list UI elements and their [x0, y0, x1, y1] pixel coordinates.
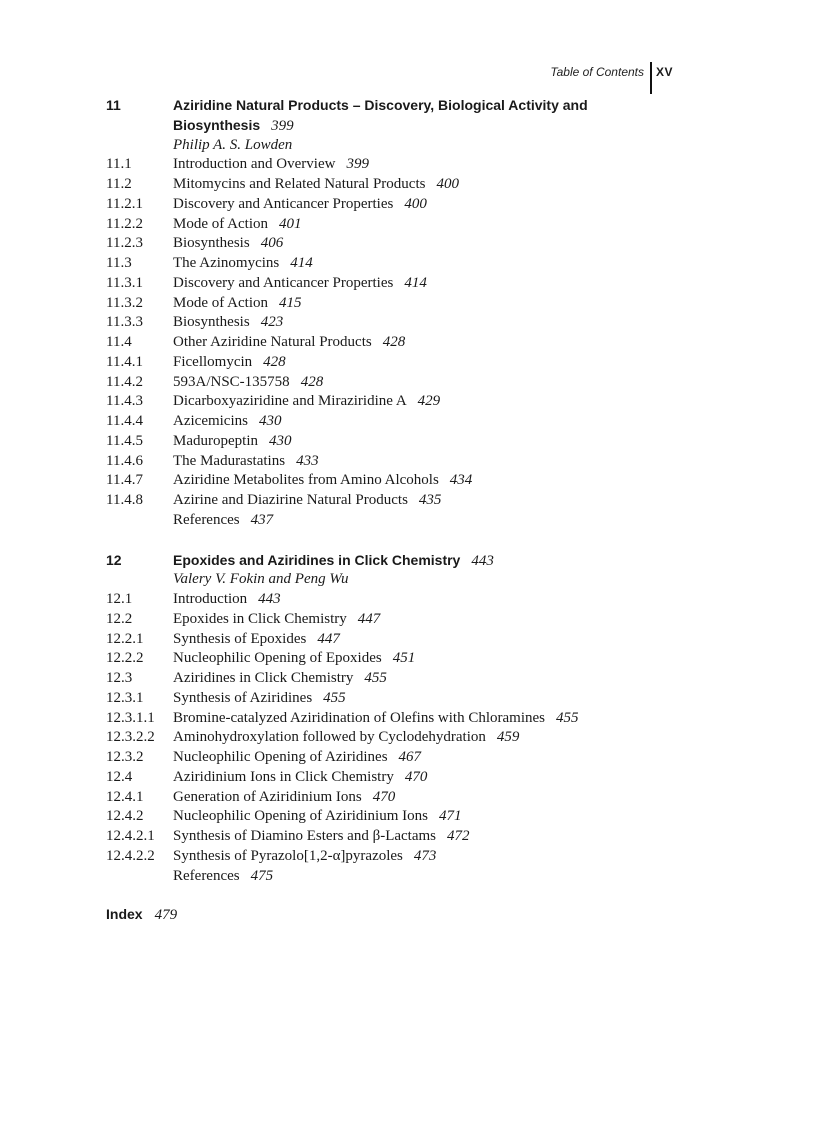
section-title: Aminohydroxylation followed by Cyclodehydration [173, 729, 486, 746]
section-page: 459 [496, 729, 520, 746]
section-title: Maduropeptin [173, 432, 258, 449]
section-number: 11.2.1 [106, 195, 143, 212]
chapter-number: 12 [106, 551, 122, 568]
section-title: Mitomycins and Related Natural Products [173, 176, 426, 192]
section-page: 475 [250, 867, 274, 884]
section-page: 401 [279, 215, 302, 232]
running-head-rule [650, 62, 652, 94]
chapter-author: Philip A. S. Lowden [173, 136, 293, 153]
section-title: Synthesis of Pyrazolo[1,2-α]pyrazoles [173, 847, 403, 864]
section-title: Dicarboxyaziridine and Miraziridine A [173, 393, 407, 410]
toc-entry[interactable] [106, 728, 756, 748]
section-number: 11.3.3 [106, 314, 143, 331]
section-number: 12.1 [106, 591, 133, 607]
toc-entry[interactable] [106, 788, 756, 808]
toc-entry[interactable] [106, 254, 756, 274]
section-page: 435 [418, 492, 442, 508]
section-page: 429 [417, 393, 441, 410]
section-page: 443 [258, 591, 281, 607]
section-page: 455 [364, 670, 387, 686]
toc-entry[interactable] [106, 471, 756, 491]
section-title: Biosynthesis [173, 235, 250, 252]
toc-entry[interactable] [106, 412, 756, 432]
section-page: 470 [372, 788, 396, 805]
section-number: 11.3.2 [106, 294, 143, 311]
section-page: 406 [260, 235, 284, 252]
chapter-11-author [106, 136, 756, 156]
section-title: Synthesis of Aziridines [173, 689, 313, 706]
section-title: Discovery and Anticancer Properties [173, 195, 394, 212]
section-title: Azicemicins [173, 413, 248, 429]
section-page: 470 [404, 768, 428, 785]
toc-entry[interactable] [106, 373, 756, 393]
section-title: Nucleophilic Opening of Aziridines [173, 749, 388, 765]
chapter-author: Valery V. Fokin and Peng Wu [173, 571, 349, 588]
chapter-12-heading[interactable] [106, 551, 756, 571]
section-number: 11.4 [106, 334, 132, 350]
toc-entry[interactable] [106, 748, 756, 768]
section-page: 433 [296, 452, 319, 469]
section-title: Bromine-catalyzed Aziridination of Olefins with Chloramines [173, 709, 545, 726]
toc-entry[interactable] [106, 630, 756, 650]
toc-entry[interactable] [106, 491, 756, 511]
chapter-title: Biosynthesis [173, 116, 261, 133]
chapter-title: Epoxides and Aziridines in Click Chemistry [173, 551, 461, 568]
toc-entry[interactable] [106, 195, 756, 215]
section-title: Biosynthesis [173, 314, 250, 331]
toc-entry[interactable] [106, 215, 756, 235]
section-title: Aziridine Metabolites from Amino Alcohols [173, 472, 439, 489]
section-number: 11.4.5 [106, 432, 143, 449]
toc-entry[interactable] [106, 709, 756, 729]
section-number: 12.3.1 [106, 689, 144, 706]
chapter-page: 443 [471, 552, 494, 569]
section-page: 455 [323, 689, 346, 706]
section-number: 12.4.2.2 [106, 847, 155, 864]
toc-entry[interactable] [106, 649, 756, 669]
section-page: 447 [317, 630, 340, 647]
toc-entry[interactable] [106, 689, 756, 709]
toc-entry[interactable] [106, 313, 756, 333]
index-label: Index [106, 906, 143, 922]
section-number: 12.4 [106, 768, 133, 785]
section-number: 11.4.6 [106, 452, 143, 469]
toc-entry[interactable] [106, 333, 756, 353]
section-page: 437 [250, 511, 274, 528]
section-page: 473 [413, 847, 437, 864]
section-title: References [173, 511, 240, 528]
section-number: 11.2.2 [106, 215, 143, 232]
section-page: 434 [449, 472, 473, 489]
section-title: Aziridinium Ions in Click Chemistry [173, 768, 394, 785]
toc-entry[interactable] [106, 590, 756, 610]
toc-entry[interactable] [106, 392, 756, 412]
toc-entry[interactable] [106, 155, 756, 175]
section-number: 11.4.4 [106, 413, 143, 429]
section-page: 472 [447, 828, 470, 844]
section-page: 467 [398, 749, 422, 765]
chapter-11-heading-cont[interactable] [106, 116, 756, 136]
toc-entry[interactable] [106, 807, 756, 827]
index-page: 479 [154, 907, 178, 923]
section-number: 12.2 [106, 610, 133, 627]
toc-entry[interactable] [106, 274, 756, 294]
section-page: 428 [382, 334, 406, 350]
toc-entry[interactable] [106, 827, 756, 847]
section-title: Introduction [173, 591, 248, 607]
section-title: The Azinomycins [173, 255, 280, 271]
section-page: 428 [300, 373, 324, 390]
toc-entry[interactable] [106, 353, 756, 373]
section-number: 11.4.2 [106, 373, 143, 390]
section-page: 400 [436, 176, 459, 192]
toc-entry[interactable] [106, 847, 756, 867]
section-title: Azirine and Diazirine Natural Products [173, 492, 408, 508]
section-page: 430 [268, 432, 292, 449]
section-title: Introduction and Overview [173, 156, 336, 173]
section-page: 400 [404, 195, 427, 212]
chapter-12-entries [106, 590, 756, 886]
section-number: 11.3.1 [106, 274, 143, 291]
section-title: References [173, 867, 240, 884]
section-title: Nucleophilic Opening of Epoxides [173, 650, 382, 667]
section-title: The Madurastatins [173, 452, 286, 469]
running-head-page-number: XV [656, 65, 674, 79]
section-page: 423 [260, 314, 284, 331]
toc-entry[interactable] [106, 768, 756, 788]
chapter-11-heading[interactable] [106, 96, 756, 116]
section-number: 12.4.2.1 [106, 828, 155, 844]
toc-entry[interactable] [106, 432, 756, 452]
section-number: 12.3.1.1 [106, 709, 155, 726]
index-entry[interactable] [106, 904, 177, 924]
toc-entry[interactable] [106, 867, 756, 887]
section-page: 451 [392, 650, 416, 667]
section-title: Other Aziridine Natural Products [173, 334, 372, 350]
chapter-number: 11 [106, 97, 121, 113]
table-of-contents [106, 96, 756, 886]
section-title: 593A/NSC-135758 [173, 373, 290, 390]
section-number: 11.4.1 [106, 353, 143, 370]
section-title: Mode of Action [173, 215, 268, 232]
chapter-title: Aziridine Natural Products – Discovery, Biological Activity and [173, 97, 588, 113]
chapter-gap [106, 531, 756, 551]
section-number: 11.3 [106, 255, 132, 271]
section-title: Aziridines in Click Chemistry [173, 670, 354, 686]
section-number: 12.3 [106, 670, 133, 686]
section-number: 11.2.3 [106, 235, 143, 252]
section-title: Discovery and Anticancer Properties [173, 274, 394, 291]
toc-entry[interactable] [106, 234, 756, 254]
section-number: 11.2 [106, 176, 132, 192]
section-page: 415 [279, 294, 302, 311]
running-head [0, 62, 816, 94]
section-page: 399 [346, 156, 369, 173]
section-title: Epoxides in Click Chemistry [173, 610, 347, 627]
running-head-title: Table of Contents [550, 65, 644, 79]
section-page: 414 [290, 255, 313, 271]
section-page: 428 [263, 353, 286, 370]
section-title: Ficellomycin [173, 353, 253, 370]
section-page: 430 [258, 413, 282, 429]
section-number: 12.3.2.2 [106, 729, 155, 746]
section-title: Generation of Aziridinium Ions [173, 788, 362, 805]
section-number: 12.2.2 [106, 650, 144, 667]
chapter-12-author [106, 570, 756, 590]
toc-entry[interactable] [106, 452, 756, 472]
toc-entry[interactable] [106, 610, 756, 630]
toc-entry[interactable] [106, 175, 756, 195]
section-number: 11.1 [106, 156, 132, 173]
section-title: Nucleophilic Opening of Aziridinium Ions [173, 808, 428, 825]
toc-entry[interactable] [106, 294, 756, 314]
section-number: 11.4.7 [106, 472, 143, 489]
section-number: 12.2.1 [106, 630, 144, 647]
section-number: 12.4.2 [106, 808, 144, 825]
section-page: 471 [438, 808, 462, 825]
section-page: 455 [556, 709, 579, 726]
chapter-page: 399 [271, 117, 294, 134]
toc-entry[interactable] [106, 511, 756, 531]
section-title: Mode of Action [173, 294, 268, 311]
toc-entry[interactable] [106, 669, 756, 689]
section-title: Synthesis of Diamino Esters and β-Lactams [173, 828, 436, 844]
section-number: 12.4.1 [106, 788, 144, 805]
chapter-11-entries [106, 155, 756, 530]
section-page: 447 [357, 610, 381, 627]
section-number: 11.4.3 [106, 393, 143, 410]
section-page: 414 [404, 274, 427, 291]
section-number: 11.4.8 [106, 492, 143, 508]
section-title: Synthesis of Epoxides [173, 630, 307, 647]
section-number: 12.3.2 [106, 749, 144, 765]
